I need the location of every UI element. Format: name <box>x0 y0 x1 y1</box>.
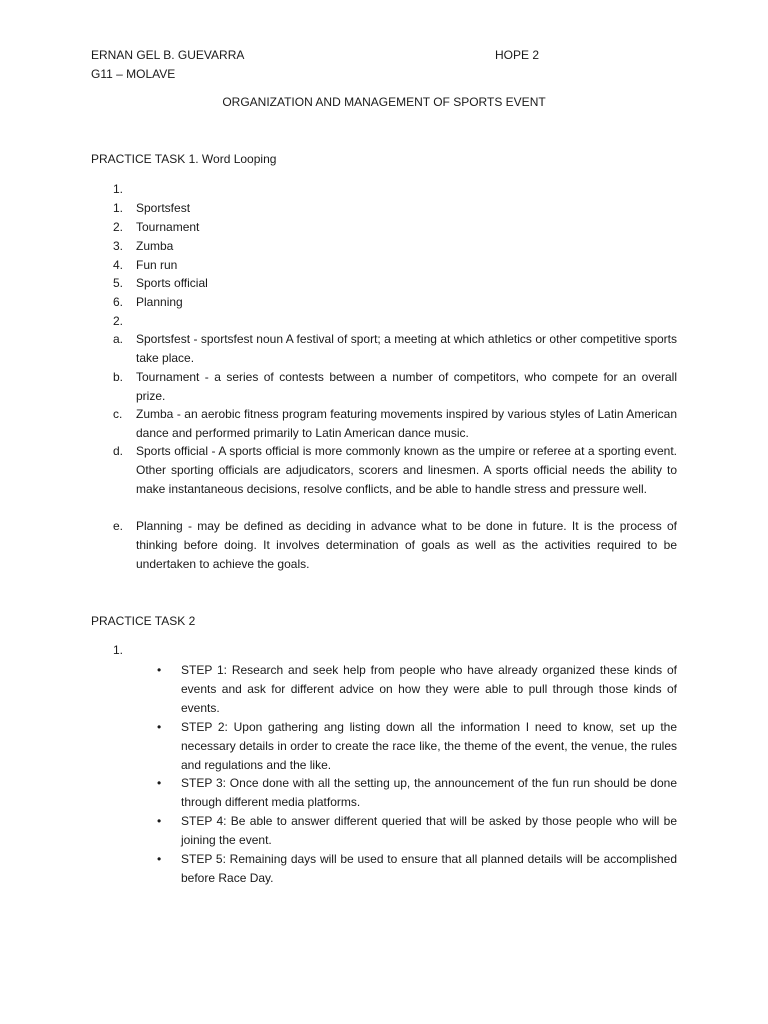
step-item: STEP 2: Upon gathering ang listing down all the information I need to know, set up the necessary details in order to create the race like, the theme of the event, the venue, the rules and regulations and the like. <box>181 720 677 772</box>
word-number: 2. <box>113 220 124 234</box>
definition-item: Zumba - an aerobic fitness program featuring movements inspired by various styles of Latin American dance and performed primarily to Latin American dance music. <box>136 407 677 440</box>
step-item: STEP 3: Once done with all the setting up, the announcement of the fun run should be done through different media platforms. <box>181 776 677 809</box>
definition-item: Sports official - A sports official is more commonly known as the umpire or referee at a sporting event. Other sporting officials are adjudicators, scorers and linesmen. A sports official needs the ability to make instantaneous decisions, resolve conflicts, and be able to handle stress and pressure well. <box>136 444 677 496</box>
word-item: Tournament <box>136 220 200 234</box>
student-name: ERNAN GEL B. GUEVARRA <box>91 48 245 62</box>
definition-letter: d. <box>113 444 124 458</box>
step-item: STEP 5: Remaining days will be used to ensure that all planned details will be accomplished before Race Day. <box>181 852 677 885</box>
definition-item: Sportsfest - sportsfest noun A festival of sport; a meeting at which athletics or other competitive sports take place. <box>136 332 677 365</box>
definition-item: Tournament - a series of contests between a number of competitors, who compete for an overall prize. <box>136 370 677 403</box>
definition-letter: a. <box>113 332 124 346</box>
word-number: 4. <box>113 258 124 272</box>
word-number: 1. <box>113 201 124 215</box>
word-number: 6. <box>113 295 124 309</box>
task2-heading: PRACTICE TASK 2 <box>91 614 196 628</box>
bullet-icon: • <box>157 852 162 866</box>
bullet-icon: • <box>157 720 162 734</box>
subject-label: HOPE 2 <box>495 48 540 62</box>
task1-heading: PRACTICE TASK 1. Word Looping <box>91 152 277 166</box>
bullet-icon: • <box>157 814 162 828</box>
word-item: Sports official <box>136 276 208 290</box>
task2-marker: 1. <box>113 643 124 657</box>
definition-letter: c. <box>113 407 123 421</box>
word-item: Zumba <box>136 239 174 253</box>
definition-letter: b. <box>113 370 124 384</box>
task1-part2-marker: 2. <box>113 314 124 328</box>
word-item: Sportsfest <box>136 201 191 215</box>
document-title: ORGANIZATION AND MANAGEMENT OF SPORTS EVENT <box>222 95 546 109</box>
section-label: G11 – MOLAVE <box>91 67 176 81</box>
word-item: Planning <box>136 295 183 309</box>
word-item: Fun run <box>136 258 178 272</box>
definition-item: Planning - may be defined as deciding in advance what to be done in future. It is the process of thinking before doing. It involves determination of goals as well as the activities required to be undertaken to achieve the goals. <box>136 519 677 571</box>
task1-part1-marker: 1. <box>113 182 124 196</box>
word-number: 5. <box>113 276 124 290</box>
word-number: 3. <box>113 239 124 253</box>
definition-letter: e. <box>113 519 124 533</box>
bullet-icon: • <box>157 663 162 677</box>
step-item: STEP 1: Research and seek help from people who have already organized these kinds of events and ask for different advice on how they were able to pull through those kinds of events. <box>181 663 677 715</box>
bullet-icon: • <box>157 776 162 790</box>
step-item: STEP 4: Be able to answer different queried that will be asked by those people who will be joining the event. <box>181 814 677 847</box>
